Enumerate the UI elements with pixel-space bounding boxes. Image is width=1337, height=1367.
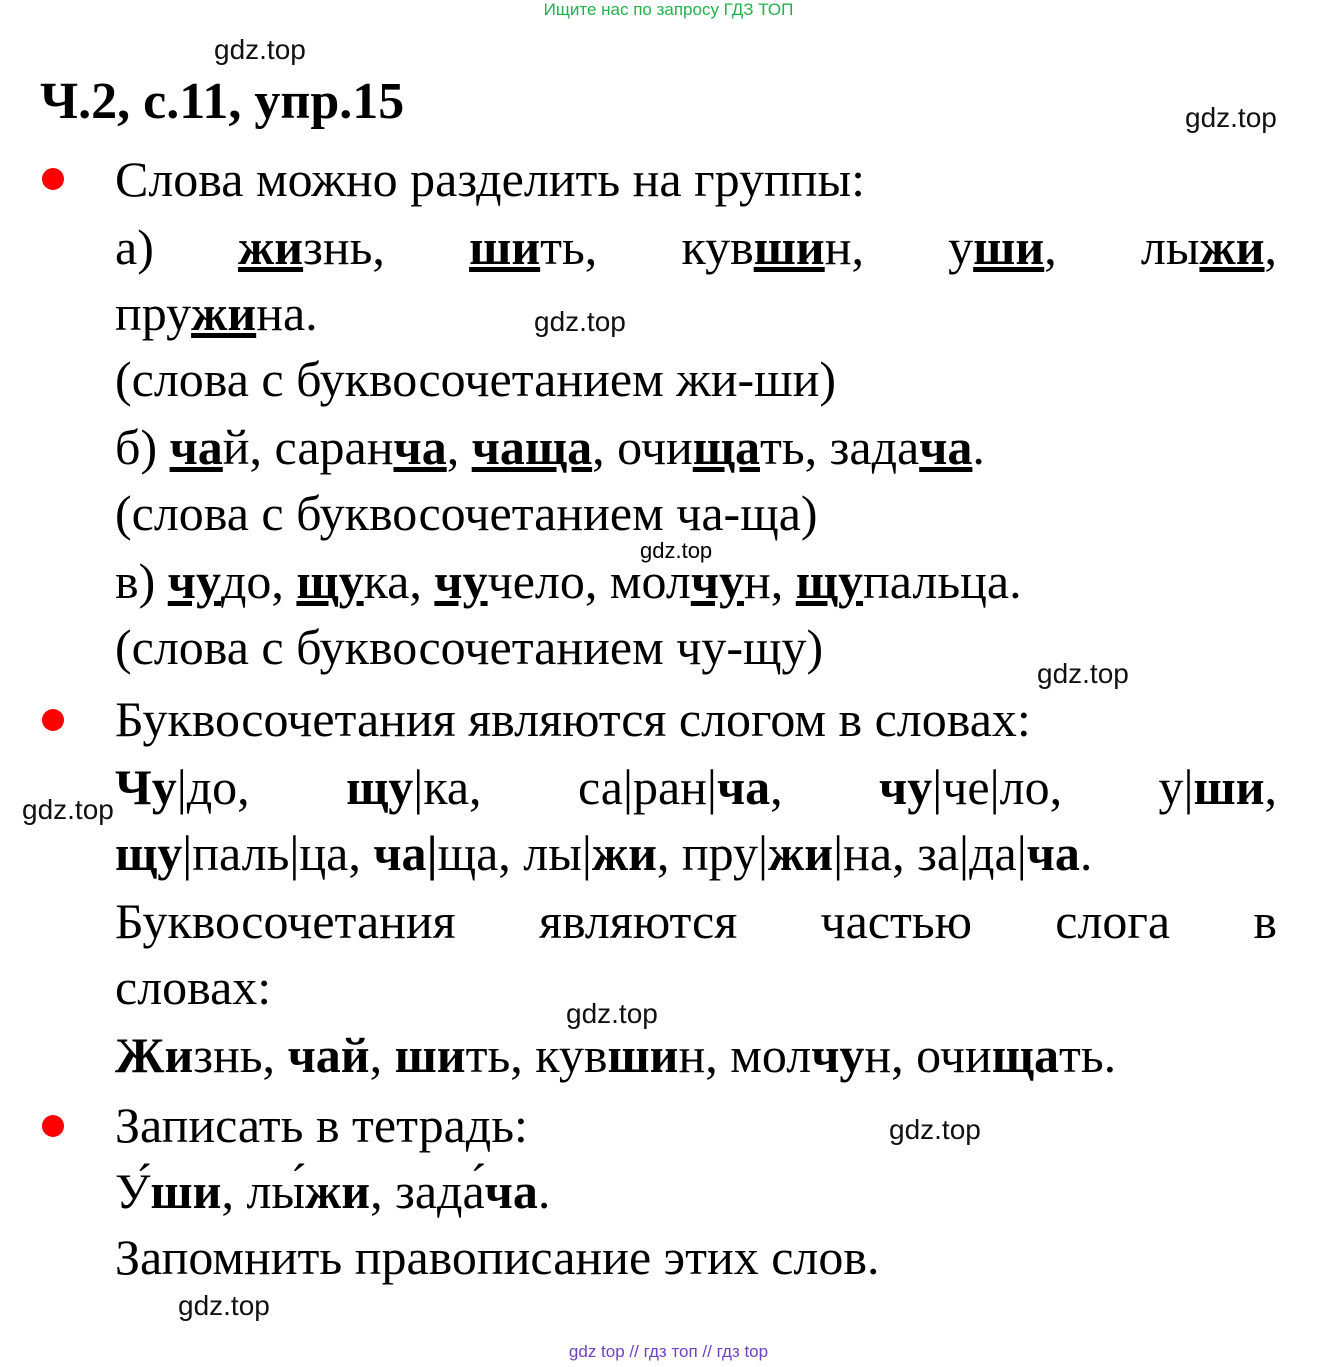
page-title: Ч.2, с.11, упр.15 [40,73,405,130]
part-of-syllable-words: Жизнь, чай, шить, кувшин, молчун, очищать. [115,1027,1117,1083]
group-a-last-word: пружина. [115,285,318,341]
section1-intro: Слова можно разделить на группы: [115,151,865,207]
group-c-words: в) чудо, щука, чучело, молчун, щупальца. [115,553,1022,609]
group-b-note: (слова с буквосочетанием ча-ща) [115,485,818,541]
part-of-syllable-intro-cont: словах: [115,959,272,1015]
bullet-icon [42,1115,64,1137]
section2-intro: Буквосочетания являются слогом в словах: [115,691,1031,747]
watermark: gdz.top [566,998,658,1029]
bullet-icon [42,709,64,731]
watermark: gdz.top [640,538,713,563]
bullet-icon [42,168,64,190]
watermark: gdz.top [214,34,306,65]
section3-intro: Записать в тетрадь: [115,1097,528,1153]
watermark: gdz.top [22,794,114,825]
group-a-words: а) жизнь, шить, кувшин, уши, лыжи, [115,219,1278,275]
syllable-words-line1: Чу|до, щу|ка, са|ран|ча, чу|че|ло, у|ши, [115,759,1278,815]
remember-note: Запомнить правописание этих слов. [115,1229,880,1285]
footer: gdz top // гдз топ // гдз top [568,1342,769,1361]
watermark: gdz.top [889,1114,981,1145]
part-of-syllable-intro: Буквосочетания являются частью слога в [115,893,1277,949]
banner: Ищите нас по запросу ГДЗ ТОП [543,0,794,19]
group-c-note: (слова с буквосочетанием чу-щу) [115,619,824,675]
watermark: gdz.top [534,306,626,337]
syllable-words-line2: щу|паль|ца, ча|ща, лы|жи, пру|жи|на, за|да|ча. [115,825,1093,881]
group-b-words: б) чай, саранча, чаща, очищать, задача. [115,419,985,475]
watermark: gdz.top [1037,658,1129,689]
notebook-words: У́ши, лы́жи, зада́ча. [115,1163,551,1219]
watermark: gdz.top [178,1290,270,1321]
group-a-note: (слова с буквосочетанием жи-ши) [115,351,837,407]
watermark: gdz.top [1185,102,1277,133]
